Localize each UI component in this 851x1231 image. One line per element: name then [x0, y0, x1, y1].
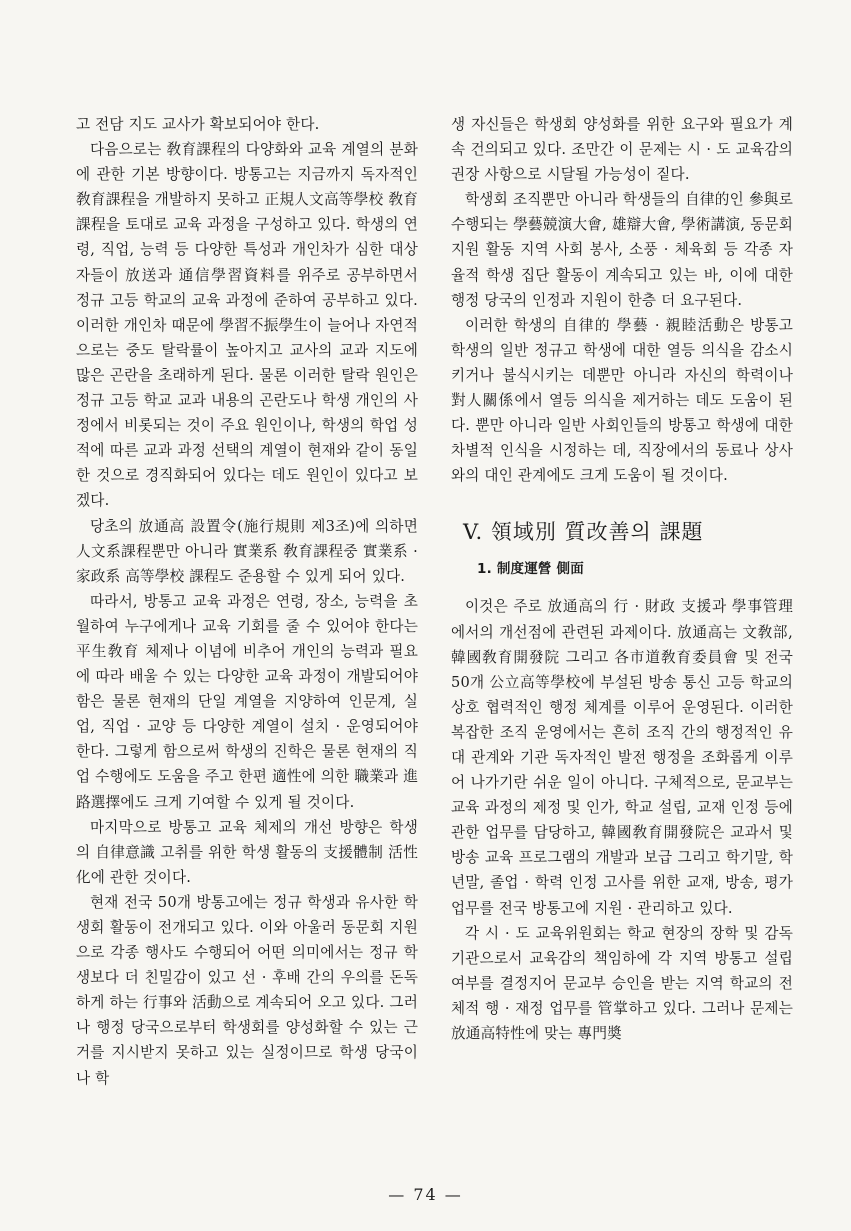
- right-column: [451, 112, 793, 1046]
- paragraph: 마지막으로 방통고 교육 체제의 개선 방향은 학생의 自律意識 고취를 위한 학생 활동의 支援體制 活性化에 관한 것이다.: [76, 818, 418, 886]
- page-number: — 74 —: [388, 1185, 463, 1204]
- paragraph: 이것은 주로 放通高의 行 · 財政 支援과 學事管理에서의 개선점에 관련된 과제이다. 放通高는 文敎部, 韓國敎育開發院 그리고 各市道敎育委員會 및 전국 50개 公立高等學校에 부설된 방송 통신 고등 학교의 상호 협력적인 행정 체계를 이루어 운영된다. 이러한 복잡한 조직 운영에서는 흔히 조직 간의 행정적인 유대 관계와 기관 독자적인 발전 행정을 조화롭게 이루어 나가기란 쉬운 일이 아니다. 구체적으로, 문교부는 교육 과정의 제정 및 인가, 학교 설립, 교재 인정 등에 관한 업무를 담당하고, 韓國敎育開發院은 교과서 및 방송 교육 프로그램의 개발과 보급 그리고 학기말, 학년말, 졸업 · 학력 인정 고사를 위한 교재, 방송, 평가 업무를 전국 방통고에 지원 · 관리하고 있다.: [451, 598, 793, 917]
- paragraph: 학생회 조직뿐만 아니라 학생들의 自律的인 參與로 수행되는 學藝競演大會, 雄辯大會, 學術講演, 동문회 지원 활동 지역 사회 봉사, 소풍 · 체육회 등 각종 자율적 학생 집단 활동이 계속되고 있는 바, 이에 대한 행정 당국의 인정과 지원이 한층 더 요구된다.: [451, 191, 793, 309]
- section-heading: V. 領域別 質改善의 課題: [463, 520, 704, 545]
- paragraph: 각 시 · 도 교육위원회는 학교 현장의 장학 및 감독 기관으로서 교육감의 책임하에 각 지역 방통고 설립 여부를 결정지어 문교부 승인을 받는 지역 학교의 전체적 행 · 재정 업무를 管掌하고 있다. 그러나 문제는 放通高特性에 맞는 專門奬: [451, 924, 793, 1042]
- paragraph: 따라서, 방통고 교육 과정은 연령, 장소, 능력을 초월하여 누구에게나 교육 기회를 줄 수 있어야 한다는 平生敎育 체제나 이념에 비추어 개인의 능력과 필요에 따라 배울 수 있는 다양한 교육 과정이 개발되어야 함은 물론 현재의 단일 계열을 지양하여 인문계, 실업, 직업 · 교양 등 다양한 계열이 설치 · 운영되어야 한다. 그렇게 함으로써 학생의 진학은 물론 현재의 직업 수행에도 도움을 주고 한편 適性에 의한 職業과 進路選擇에도 크게 기여할 수 있게 될 것이다.: [76, 592, 418, 811]
- left-column: [76, 112, 418, 1091]
- paragraph: 당초의 放通高 設置令(施行規則 제3조)에 의하면 人文系課程뿐만 아니라 實業系 敎育課程중 實業系 · 家政系 高等學校 課程도 준용할 수 있게 되어 있다.: [76, 517, 418, 585]
- paragraph: 다음으로는 敎育課程의 다양화와 교육 계열의 분화에 관한 기본 방향이다. 방통고는 지금까지 독자적인 敎育課程을 개발하지 못하고 正規人文高等學校 敎育課程을 토대로 교육 과정을 구성하고 있다. 학생의 연령, 직업, 능력 등 다양한 특성과 개인차가 심한 대상자들이 放送과 通信學習資料를 위주로 공부하면서 정규 고등 학교의 교육 과정에 준하여 공부하고 있다. 이러한 개인차 때문에 學習不振學生이 늘어나 자연적으로는 중도 탈락률이 높아지고 교사의 교과 지도에 많은 곤란을 초래하게 된다. 물론 이러한 탈락 원인은 정규 고등 학교 교과 내용의 곤란도나 학생 개인의 사정에서 비롯되는 것이 주요 원인이나, 학생의 학업 성적에 따른 교과 과정 선택의 계열이 현재와 같이 동일한 것으로 경직화되어 있다는 데도 원인이 있다고 보겠다.: [76, 141, 418, 510]
- paragraph: 생 자신들은 학생회 양성화를 위한 요구와 필요가 계속 건의되고 있다. 조만간 이 문제는 시 · 도 교육감의 권장 사항으로 시달될 가능성이 짙다.: [451, 116, 793, 184]
- paragraph: 고 전담 지도 교사가 확보되어야 한다.: [76, 116, 320, 133]
- paragraph: 현재 전국 50개 방통고에는 정규 학생과 유사한 학생회 활동이 전개되고 있다. 이와 아울러 동문회 지원으로 각종 행사도 수행되어 어떤 의미에서는 정규 학생보다 더 친밀감이 있고 선 · 후배 간의 우의를 돈독하게 하는 行事와 活動으로 계속되어 오고 있다. 그러나 행정 당국으로부터 학생회를 양성화할 수 있는 근거를 지시받지 못하고 있는 실정이므로 학생 당국이나 학: [76, 893, 418, 1087]
- paragraph: 이러한 학생의 自律的 學藝 · 親睦活動은 방통고 학생의 일반 정규고 학생에 대한 열등 의식을 감소시키거나 불식시키는 데뿐만 아니라 자신의 학력이나 對人關係에서 열등 의식을 제거하는 데도 도움이 된다. 뿐만 아니라 일반 사회인들의 방통고 학생에 대한 차별적 인식을 시정하는 데, 직장에서의 동료나 상사와의 대인 관계에도 크게 도움이 될 것이다.: [451, 316, 793, 485]
- sub-heading: 1. 制度運營 側面: [477, 561, 584, 578]
